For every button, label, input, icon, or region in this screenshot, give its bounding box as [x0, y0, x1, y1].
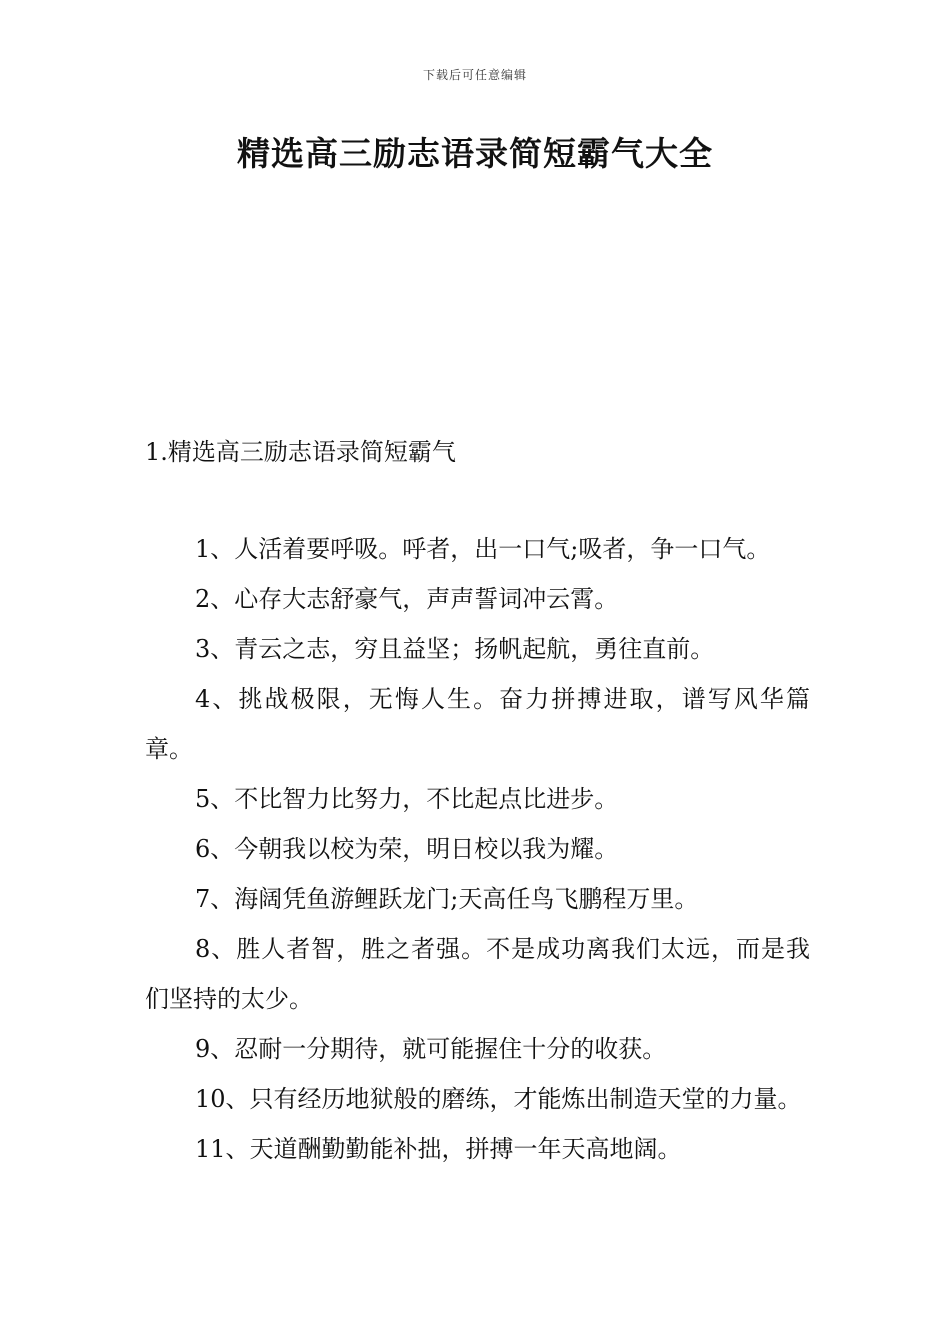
- quote-item: 1、人活着要呼吸。呼者，出一口气;吸者，争一口气。: [195, 535, 771, 563]
- quote-item: 4、挑战极限，无悔人生。奋力拼搏进取，谱写风华篇章。: [145, 685, 810, 763]
- header-note: 下载后可任意编辑: [422, 68, 527, 82]
- quote-item: 3、青云之志，穷且益坚；扬帆起航，勇往直前。: [195, 635, 715, 663]
- quote-item: 5、不比智力比努力，不比起点比进步。: [195, 785, 619, 813]
- document-title: 精选高三励志语录简短霸气大全: [237, 134, 713, 173]
- quote-item: 6、今朝我以校为荣，明日校以我为耀。: [195, 835, 619, 863]
- quote-item: 2、心存大志舒豪气，声声誓词冲云霄。: [195, 585, 619, 613]
- quote-item: 7、海阔凭鱼游鲤跃龙门;天高任鸟飞鹏程万里。: [195, 885, 699, 913]
- quote-item: 11、天道酬勤勤能补拙，拼搏一年天高地阔。: [195, 1135, 682, 1163]
- quote-item: 9、忍耐一分期待，就可能握住十分的收获。: [195, 1035, 667, 1063]
- section-heading: 1.精选高三励志语录简短霸气: [145, 438, 456, 466]
- quote-item: 8、胜人者智，胜之者强。不是成功离我们太远，而是我们坚持的太少。: [145, 935, 810, 1013]
- quote-list: [145, 524, 810, 1174]
- quote-item: 10、只有经历地狱般的磨练，才能炼出制造天堂的力量。: [195, 1085, 802, 1113]
